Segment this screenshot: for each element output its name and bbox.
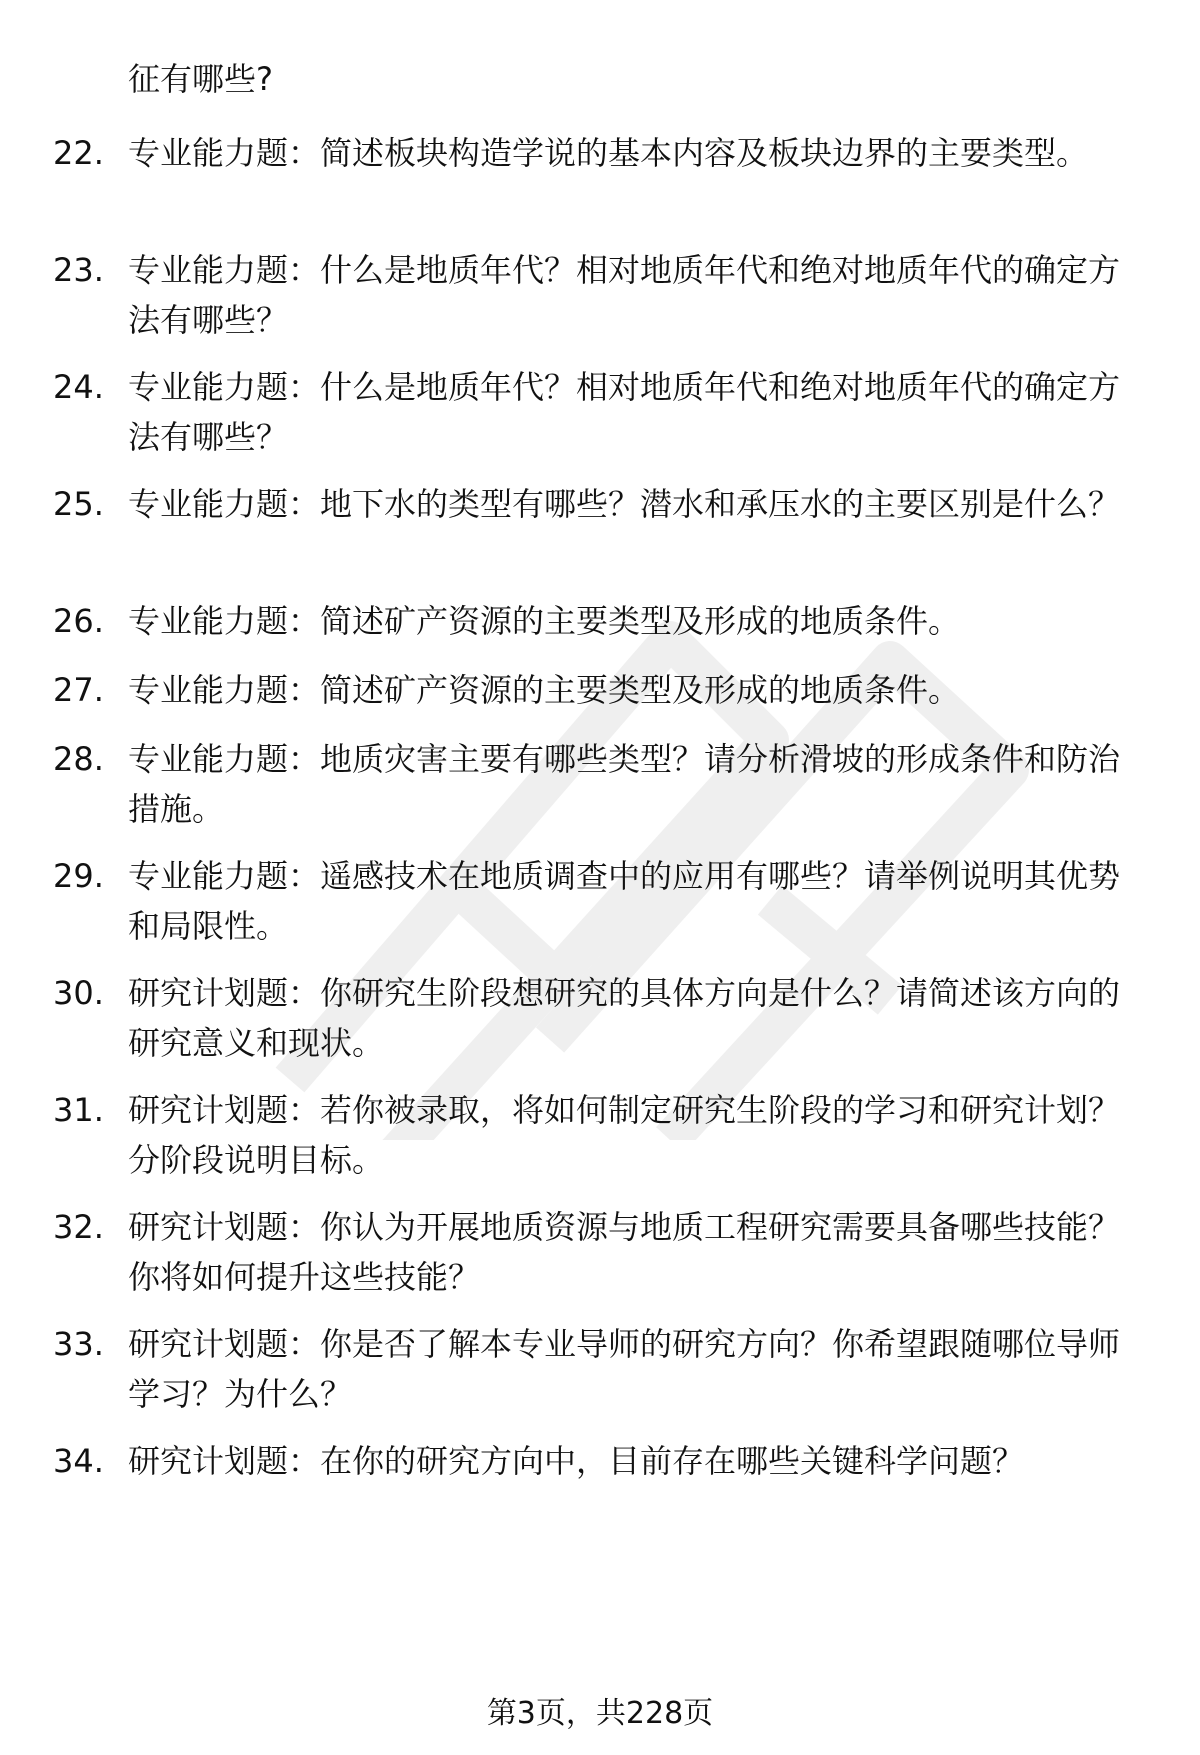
question-number: 24. bbox=[53, 368, 104, 406]
question-number: 23. bbox=[53, 251, 104, 289]
question-number: 28. bbox=[53, 740, 104, 778]
question-text: 专业能力题：什么是地质年代？相对地质年代和绝对地质年代的确定方法有哪些？ bbox=[128, 251, 1121, 339]
page-footer: 第3页，共228页 bbox=[486, 1696, 714, 1731]
question-text: 专业能力题：遥感技术在地质调查中的应用有哪些？请举例说明其优势和局限性。 bbox=[128, 857, 1121, 945]
question-number: 29. bbox=[53, 857, 104, 895]
question-number: 31. bbox=[53, 1091, 104, 1129]
question-text: 研究计划题：若你被录取，将如何制定研究生阶段的学习和研究计划？分阶段说明目标。 bbox=[128, 1091, 1121, 1179]
question-text: 研究计划题：你研究生阶段想研究的具体方向是什么？请简述该方向的研究意义和现状。 bbox=[128, 974, 1121, 1062]
question-number: 30. bbox=[53, 974, 104, 1012]
question-text: 专业能力题：简述板块构造学说的基本内容及板块边界的主要类型。 bbox=[128, 134, 1089, 172]
question-number: 34. bbox=[53, 1442, 104, 1480]
question-text: 专业能力题：什么是地质年代？相对地质年代和绝对地质年代的确定方法有哪些？ bbox=[128, 368, 1121, 456]
question-number: 26. bbox=[53, 602, 104, 640]
continuation-text: 征有哪些? bbox=[128, 60, 273, 98]
question-number: 33. bbox=[53, 1325, 104, 1363]
question-number: 27. bbox=[53, 671, 104, 709]
question-number: 25. bbox=[53, 485, 104, 523]
question-text: 专业能力题：简述矿产资源的主要类型及形成的地质条件。 bbox=[128, 602, 961, 640]
question-text: 研究计划题：你认为开展地质资源与地质工程研究需要具备哪些技能？你将如何提升这些技能？ bbox=[128, 1208, 1121, 1296]
question-text: 研究计划题：在你的研究方向中，目前存在哪些关键科学问题？ bbox=[128, 1442, 1025, 1480]
question-text: 专业能力题：地下水的类型有哪些？潜水和承压水的主要区别是什么？ bbox=[128, 485, 1121, 523]
question-number: 32. bbox=[53, 1208, 104, 1246]
question-text: 研究计划题：你是否了解本专业导师的研究方向？你希望跟随哪位导师学习？为什么？ bbox=[128, 1325, 1121, 1413]
question-number: 22. bbox=[53, 134, 104, 172]
question-text: 专业能力题：简述矿产资源的主要类型及形成的地质条件。 bbox=[128, 671, 961, 709]
question-text: 专业能力题：地质灾害主要有哪些类型？请分析滑坡的形成条件和防治措施。 bbox=[128, 740, 1121, 828]
